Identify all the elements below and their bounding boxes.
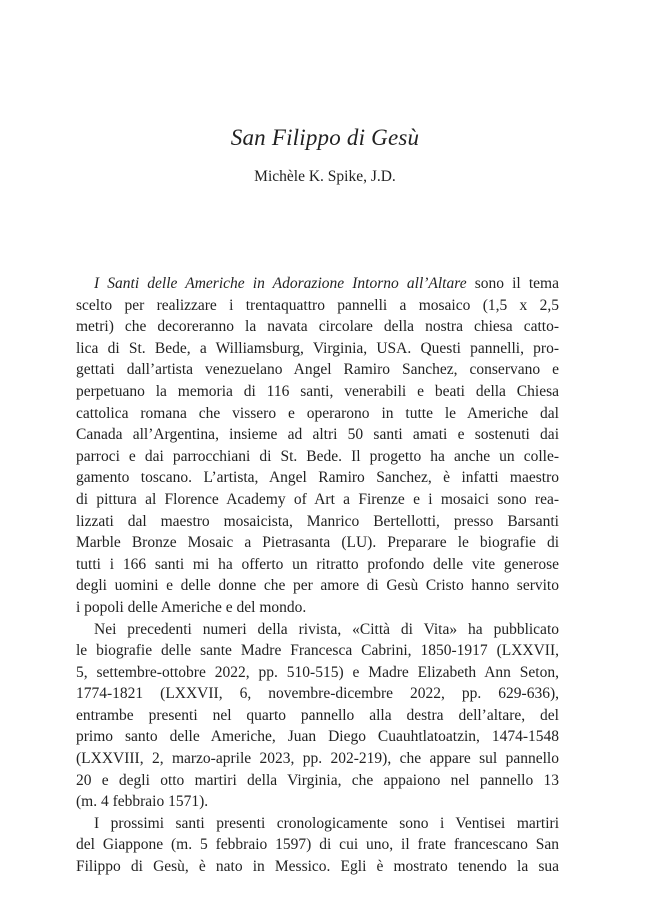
paragraph-1 — [76, 273, 559, 619]
paragraph-line: parroci e dai parrocchiani di St. Bede. Il progetto ha anche un colle- — [76, 447, 559, 465]
paragraph-line: gettati dall’artista venezuelano Angel Ramiro Sanchez, conservano e — [76, 361, 559, 379]
italic-title-reference: I Santi delle Americhe in Adorazione Intorno all’Altare — [94, 275, 467, 292]
paragraph-2 — [76, 619, 559, 813]
paragraph-line: lica di St. Bede, a Williamsburg, Virginia, USA. Questi pannelli, pro- — [76, 339, 559, 357]
paragraph-line: primo santo delle Americhe, Juan Diego Cuauhtlatoatzin, 1474-1548 — [76, 728, 559, 746]
paragraph-line: degli uomini e delle donne che per amore di Gesù Cristo hanno servito — [76, 577, 559, 595]
paragraph-line: Canada all’Argentina, insieme ad altri 50 santi amati e sostenuti dai — [76, 426, 559, 444]
paragraph-line: tutti i 166 santi mi ha offerto un ritratto profondo delle vite generose — [76, 555, 559, 573]
paragraph-line: gamento toscano. L’artista, Angel Ramiro Sanchez, è infatti maestro — [76, 469, 559, 487]
paragraph-line: Filippo di Gesù, è nato in Messico. Egli è mostrato tenendo la sua — [76, 858, 559, 876]
paragraph-line: i popoli delle Americhe e del mondo. — [76, 598, 307, 616]
paragraph-line: lizzati dal maestro mosaicista, Manrico Bertellotti, presso Barsanti — [76, 512, 559, 530]
paragraph-line: perpetuano la memoria di 116 santi, venerabili e beati della Chiesa — [76, 382, 559, 400]
article-author: Michèle K. Spike, J.D. — [254, 168, 396, 185]
paragraph-line: 1774-1821 (LXXVII, 6, novembre-dicembre 2022, pp. 629-636), — [76, 685, 559, 703]
paragraph-line: Marble Bronze Mosaic a Pietrasanta (LU). Preparare le biografie di — [76, 534, 559, 552]
paragraph-3 — [76, 813, 559, 878]
paragraph-line: (LXXVIII, 2, marzo-aprile 2023, pp. 202-219), che appare sul pannello — [76, 750, 559, 768]
paragraph-line: 20 e degli otto martiri della Virginia, che appaiono nel pannello 13 — [76, 771, 559, 789]
paragraph-line — [76, 273, 559, 295]
article-body — [76, 273, 559, 878]
article-title: San Filippo di Gesù — [230, 125, 420, 150]
paragraph-line: scelto per realizzare i trentaquattro pannelli a mosaico (1,5 x 2,5 — [76, 296, 559, 314]
paragraph-line: del Giappone (m. 5 febbraio 1597) di cui uno, il frate francescano San — [76, 836, 559, 854]
paragraph-line: Nei precedenti numeri della rivista, «Città di Vita» ha pubblicato — [94, 620, 559, 638]
paragraph-line: di pittura al Florence Academy of Art a Firenze e i mosaici sono rea- — [76, 490, 559, 508]
paragraph-line: I prossimi santi presenti cronologicamente sono i Ventisei martiri — [94, 814, 559, 832]
paragraph-line: 5, settembre-ottobre 2022, pp. 510-515) e Madre Elizabeth Ann Seton, — [76, 663, 559, 681]
paragraph-line: le biografie delle sante Madre Francesca Cabrini, 1850-1917 (LXXVII, — [76, 642, 559, 660]
line-text: sono il tema — [466, 275, 559, 292]
paragraph-line: (m. 4 febbraio 1571). — [76, 793, 209, 811]
paragraph-line: cattolica romana che vissero e operarono in tutte le Americhe dal — [76, 404, 559, 422]
paragraph-line: metri) che decoreranno la navata circolare della nostra chiesa catto- — [76, 318, 559, 336]
paragraph-line: entrambe presenti nel quarto pannello alla destra dell’altare, del — [76, 706, 559, 724]
